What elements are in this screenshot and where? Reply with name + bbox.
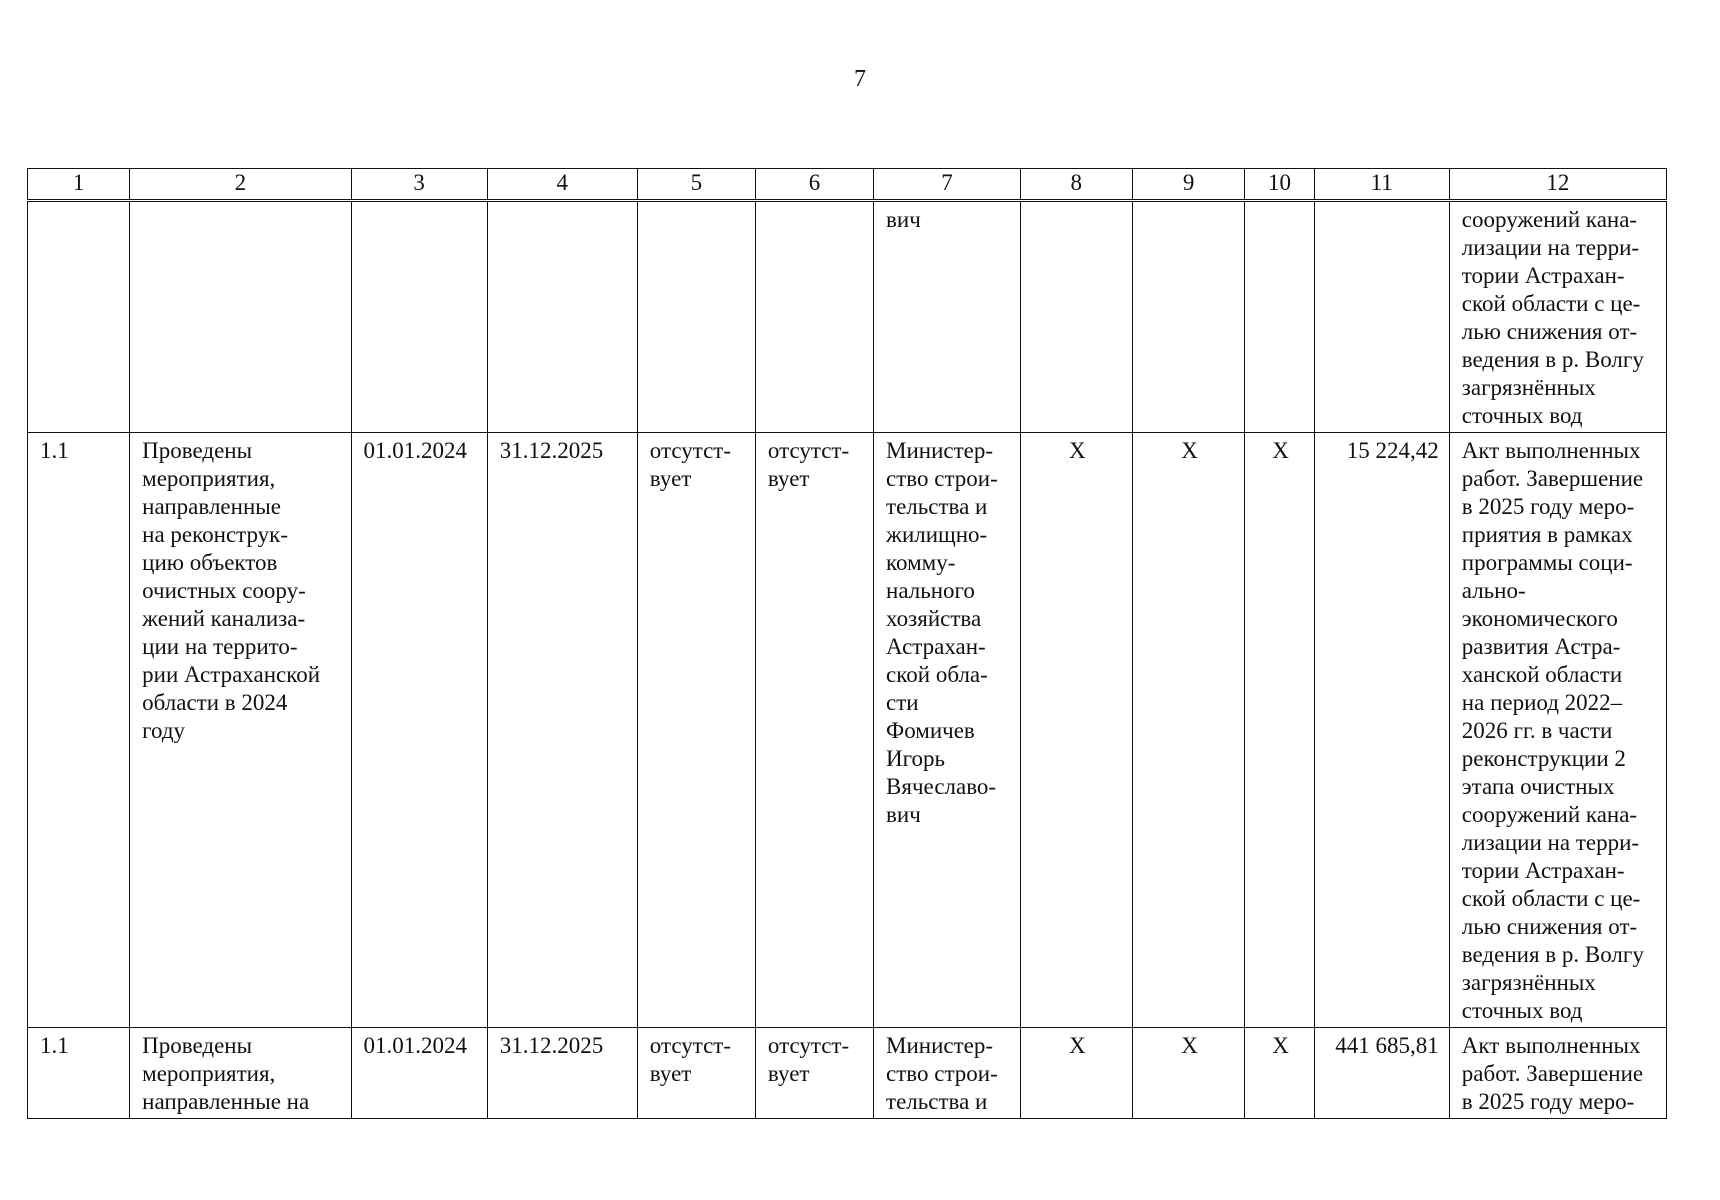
measures-table [27, 168, 1667, 1119]
column-header: 6 [755, 169, 873, 201]
column-header: 10 [1245, 169, 1314, 201]
cell-col5: отсутст- вует [637, 1028, 755, 1119]
column-header: 3 [351, 169, 487, 201]
cell-start-date [351, 201, 487, 433]
cell-number [28, 201, 130, 433]
cell-result [130, 201, 351, 433]
table-row [28, 1028, 1667, 1119]
cell-responsible: Министер- ство строи- тельства и жилищно- комму- нального хозяйства Астрахан- ской обла- сти Фомичев Игорь Вячеславо- вич [874, 433, 1021, 1028]
cell-number: 1.1 [28, 1028, 130, 1119]
cell-responsible: вич [874, 201, 1021, 433]
column-header: 9 [1132, 169, 1245, 201]
cell-col6: отсутст- вует [755, 1028, 873, 1119]
cell-end-date: 31.12.2025 [487, 433, 637, 1028]
cell-document: сооружений кана- лизации на терри- тории Астрахан- ской области с це- лью снижения от- ведения в р. Волгу загрязнённых сточных вод [1449, 201, 1666, 433]
cell-end-date: 31.12.2025 [487, 1028, 637, 1119]
column-header: 2 [130, 169, 351, 201]
column-header: 1 [28, 169, 130, 201]
cell-col6: отсутст- вует [755, 433, 873, 1028]
cell-col9: Х [1132, 1028, 1245, 1119]
cell-number: 1.1 [28, 433, 130, 1028]
cell-col8: Х [1020, 433, 1132, 1028]
cell-amount: 15 224,42 [1314, 433, 1449, 1028]
cell-amount: 441 685,81 [1314, 1028, 1449, 1119]
cell-col10: Х [1245, 433, 1314, 1028]
column-header: 7 [874, 169, 1021, 201]
cell-col10 [1245, 201, 1314, 433]
cell-col9 [1132, 201, 1245, 433]
cell-col9: Х [1132, 433, 1245, 1028]
cell-result: Проведены мероприятия, направленные на [130, 1028, 351, 1119]
cell-end-date [487, 201, 637, 433]
header-row [28, 169, 1667, 201]
column-header: 11 [1314, 169, 1449, 201]
cell-start-date: 01.01.2024 [351, 1028, 487, 1119]
cell-start-date: 01.01.2024 [351, 433, 487, 1028]
cell-col8 [1020, 201, 1132, 433]
cell-col5 [637, 201, 755, 433]
cell-amount [1314, 201, 1449, 433]
cell-document: Акт выполненных работ. Завершение в 2025 году меро- приятия в рамках программы соци- ально- экономического развития Астра- ханской области на период 2022– 2026 гг. в части реконструкции 2 этапа очистных сооружений кана- лизации на терри- тории Астрахан- ской области с це- лью снижения от- ведения в р. Волгу загрязнённых сточных вод [1449, 433, 1666, 1028]
cell-col8: Х [1020, 1028, 1132, 1119]
page-number: 7 [854, 66, 866, 92]
cell-col10: Х [1245, 1028, 1314, 1119]
column-header: 12 [1449, 169, 1666, 201]
cell-col5: отсутст- вует [637, 433, 755, 1028]
column-header: 5 [637, 169, 755, 201]
cell-responsible: Министер- ство строи- тельства и [874, 1028, 1021, 1119]
table-row [28, 201, 1667, 433]
cell-col6 [755, 201, 873, 433]
cell-result: Проведены мероприятия, направленные на реконструк- цию объектов очистных соору- жений канализа- ции на террито- рии Астраханской области в 2024 году [130, 433, 351, 1028]
column-header: 8 [1020, 169, 1132, 201]
table-row [28, 433, 1667, 1028]
cell-document: Акт выполненных работ. Завершение в 2025 году меро- [1449, 1028, 1666, 1119]
column-header: 4 [487, 169, 637, 201]
